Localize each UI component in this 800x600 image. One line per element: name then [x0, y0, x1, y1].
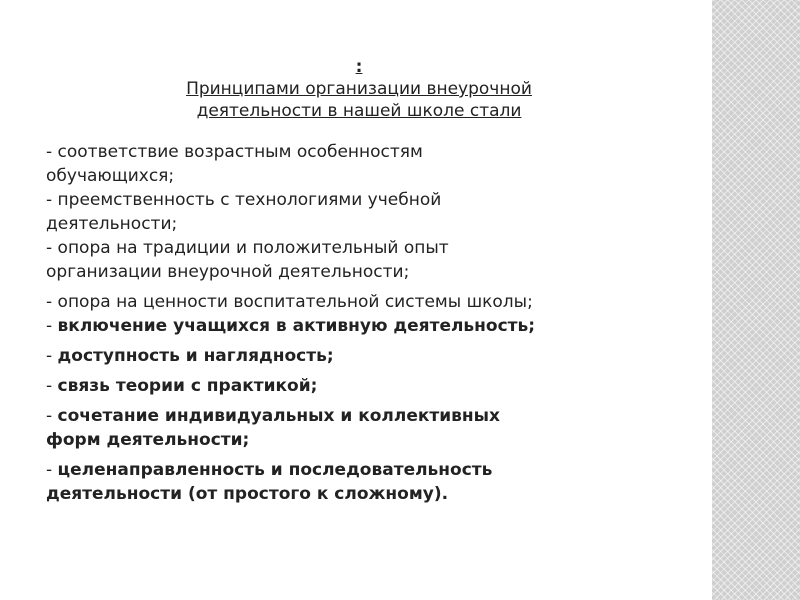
bold-text: включение учащихся в активную деятельность;: [57, 316, 536, 336]
list-item: [46, 290, 696, 338]
bold-text: форм деятельности;: [46, 430, 250, 450]
text-line: [46, 314, 696, 338]
list-item: [46, 458, 696, 506]
text-line: деятельности;: [46, 214, 178, 234]
bold-text: доступность и наглядность;: [57, 346, 334, 366]
dash: -: [46, 460, 58, 480]
dash: -: [46, 316, 58, 336]
text-line: [46, 344, 696, 368]
text-line: обучающихся;: [46, 166, 175, 186]
bold-text: сочетание индивидуальных и коллективных: [57, 406, 501, 426]
bold-text: связь теории с практикой;: [57, 376, 318, 396]
text-line: [46, 404, 696, 428]
list-item: [46, 140, 696, 284]
text-line: организации внеурочной деятельности;: [46, 262, 410, 282]
principles-list: [46, 140, 696, 512]
dash: -: [46, 376, 58, 396]
text-line: - опора на традиции и положительный опыт: [46, 238, 449, 258]
dash: -: [46, 406, 58, 426]
title-colon: :: [355, 57, 363, 77]
title-line-2: деятельности в нашей школе стали: [196, 101, 522, 121]
decorative-side-stripe: [712, 0, 800, 600]
dash: -: [46, 346, 58, 366]
list-item: [46, 404, 696, 452]
text-line: - соответствие возрастным особенностям: [46, 142, 423, 162]
bold-text: целенаправленность и последовательность: [57, 460, 493, 480]
text-line: [46, 374, 696, 398]
text-line: [46, 458, 696, 482]
list-item: [46, 344, 696, 368]
title-line-1: Принципами организации внеурочной: [186, 79, 532, 99]
text-line: - преемственность с технологиями учебной: [46, 190, 442, 210]
bold-text: деятельности (от простого к сложному).: [46, 484, 449, 504]
slide-title: [120, 56, 598, 122]
text-line: - опора на ценности воспитательной системы школы;: [46, 292, 533, 312]
list-item: [46, 374, 696, 398]
